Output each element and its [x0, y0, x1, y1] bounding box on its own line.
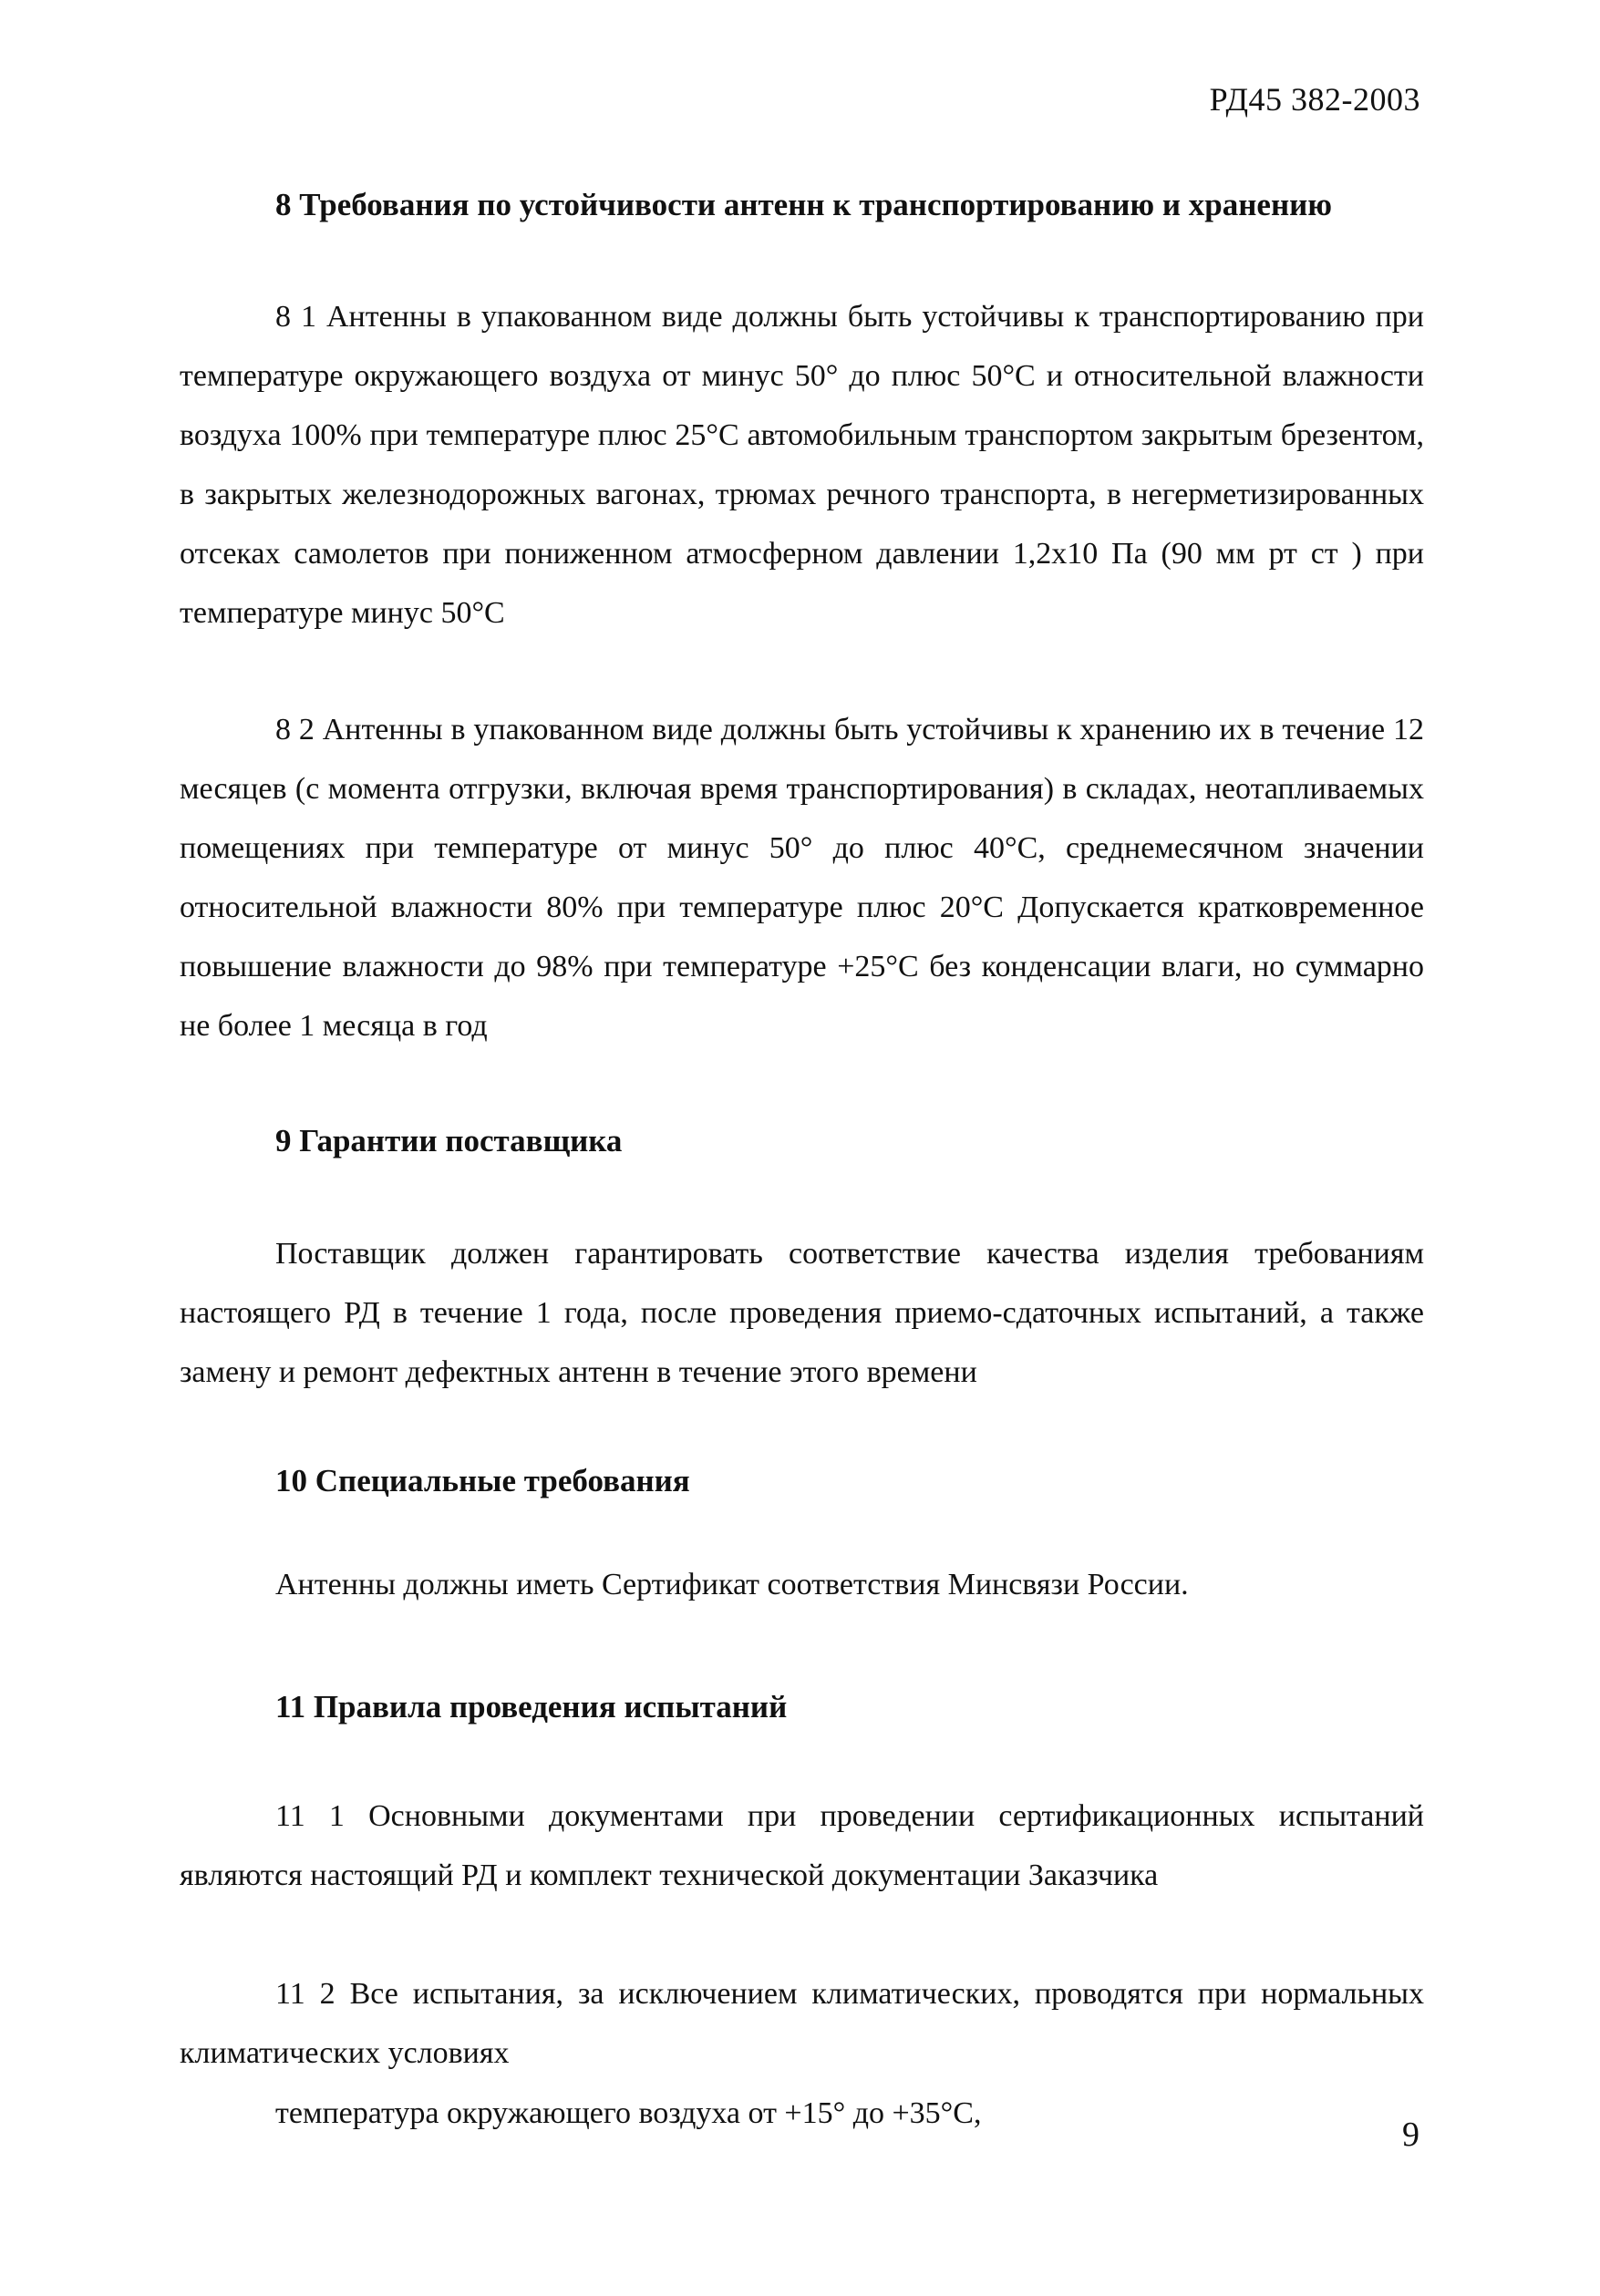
page-number: 9 [1402, 2116, 1419, 2154]
paragraph-11-2-condition: температура окружающего воздуха от +15° до +35°С, [275, 2096, 982, 2130]
section-8-title: 8 Требования по устойчивости антенн к транспортированию и хранению [275, 187, 1333, 222]
paragraph-10-1: Антенны должны иметь Сертификат соответствия Минсвязи России. [275, 1568, 1189, 1601]
document-code: РД45 382-2003 [1209, 81, 1420, 118]
section-11-title: 11 Правила проведения испытаний [275, 1689, 788, 1725]
paragraph-11-1: 11 1 Основными документами при проведении сертификационных испытаний являются настоящий РД и комплект технической документации Заказчика [180, 1799, 1424, 1892]
paragraph-8-1: 8 1 Антенны в упакованном виде должны быть устойчивы к транспортированию при температуре окружающего воздуха от минус 50° до плюс 50°С и относительной влажности воздуха 100% при температуре плюс 25°С автомобильным транспортом закрытым брезентом, в закрытых железнодорожных вагонах, трюмах речного транспорта, в негерметизированных отсеках самолетов при пониженном атмосферном давлении 1,2х10 Па (90 мм рт ст ) при температуре минус 50°С [180, 300, 1424, 630]
section-9-title: 9 Гарантии поставщика [275, 1123, 623, 1158]
section-10-title: 10 Специальные требования [275, 1463, 690, 1498]
paragraph-9-1: Поставщик должен гарантировать соответствие качества изделия требованиям настоящего РД в течение 1 года, после проведения приемо-сдаточных испытаний, а также замену и ремонт дефектных антенн в течение этого времени [180, 1237, 1424, 1389]
paragraph-8-2: 8 2 Антенны в упакованном виде должны быть устойчивы к хранению их в течение 12 месяцев (с момента отгрузки, включая время транспортирования) в складах, неотапливаемых помещениях при температуре от минус 50° до плюс 40°С, среднемесячном значении относительной влажности 80% при температуре плюс 20°С Допускается кратковременное повышение влажности до 98% при температуре +25°С без конденсации влаги, но суммарно не более 1 месяца в год [180, 713, 1424, 1043]
paragraph-11-2: 11 2 Все испытания, за исключением климатических, проводятся при нормальных климатических условиях [180, 1977, 1424, 2070]
